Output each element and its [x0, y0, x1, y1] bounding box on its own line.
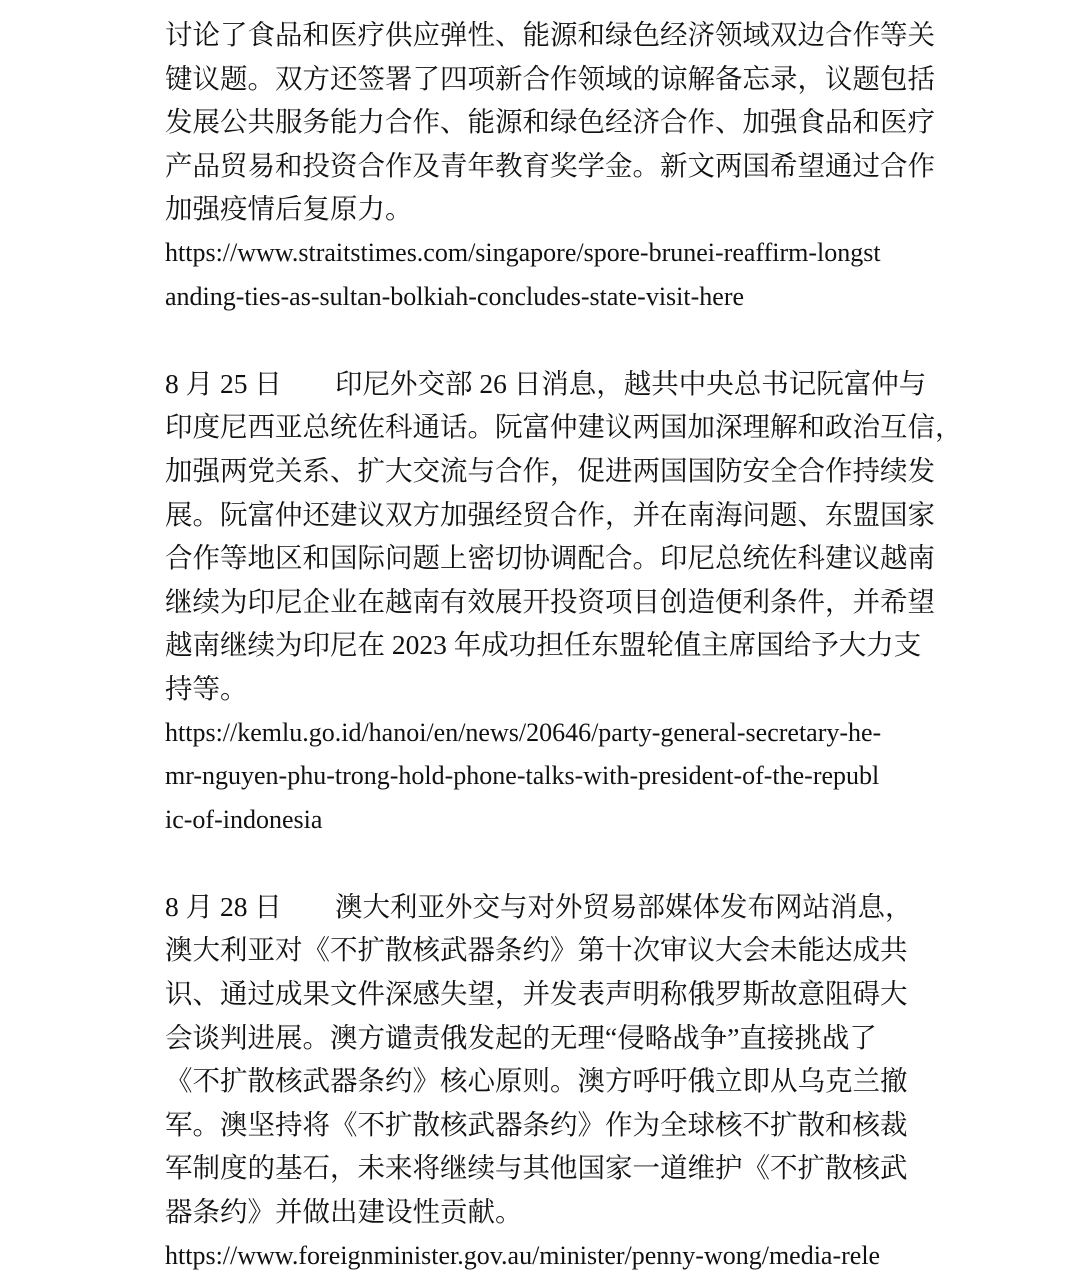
source-url-line[interactable]: ic-of-indonesia — [165, 804, 323, 834]
paragraph-line: 发展公共服务能力合作、能源和绿色经济合作、加强食品和医疗 — [165, 106, 935, 138]
entry-first-line — [165, 362, 925, 406]
paragraph-line: 会谈判进展。澳方谴责俄发起的无理“侵略战争”直接挑战了 — [165, 1021, 877, 1053]
paragraph-line: 展。阮富仲还建议双方加强经贸合作，并在南海问题、东盟国家 — [165, 498, 935, 530]
paragraph-line: 军。澳坚持将《不扩散核武器条约》作为全球核不扩散和核裁 — [165, 1108, 908, 1140]
paragraph-line: 产品贸易和投资合作及青年教育奖学金。新文两国希望通过合作 — [165, 149, 935, 181]
entry-aug-25 — [165, 362, 963, 842]
paragraph-line: 加强两党关系、扩大交流与合作，促进两国国防安全合作持续发 — [165, 454, 935, 486]
paragraph-line: 澳大利亚对《不扩散核武器条约》第十次审议大会未能达成共 — [165, 934, 908, 966]
paragraph-line: 继续为印尼企业在越南有效展开投资项目创造便利条件，并希望 — [165, 585, 935, 617]
spacer — [165, 841, 925, 885]
spacer — [165, 318, 925, 362]
paragraph-line: 器条约》并做出建设性贡献。 — [165, 1196, 523, 1228]
entry-date: 8 月 25 日 — [165, 367, 282, 399]
document-body — [165, 13, 963, 1277]
paragraph-line: 印度尼西亚总统佐科通话。阮富仲建议两国加深理解和政治互信， — [165, 411, 963, 443]
paragraph-line: 军制度的基石，未来将继续与其他国家一道维护《不扩散核武 — [165, 1152, 908, 1184]
paragraph-line: 键议题。双方还签署了四项新合作领域的谅解备忘录，议题包括 — [165, 62, 935, 94]
source-url-line[interactable]: https://www.foreignminister.gov.au/minister/penny-wong/media-rele — [165, 1240, 881, 1270]
entry-text: 澳大利亚外交与对外贸易部媒体发布网站消息， — [335, 890, 913, 922]
source-url-line[interactable]: https://www.straitstimes.com/singapore/spore-brunei-reaffirm-longst — [165, 237, 881, 267]
paragraph-line: 越南继续为印尼在 2023 年成功担任东盟轮值主席国给予大力支 — [165, 629, 922, 661]
paragraph-line: 《不扩散核武器条约》核心原则。澳方呼吁俄立即从乌克兰撤 — [165, 1065, 908, 1097]
source-url-line[interactable]: mr-nguyen-phu-trong-hold-phone-talks-with-president-of-the-republ — [165, 761, 880, 791]
entry-first-line — [165, 885, 925, 929]
paragraph-line: 合作等地区和国际问题上密切协调配合。印尼总统佐科建议越南 — [165, 542, 935, 574]
paragraph-line: 识、通过成果文件深感失望，并发表声明称俄罗斯故意阻碍大 — [165, 978, 908, 1010]
paragraph-line: 讨论了食品和医疗供应弹性、能源和绿色经济领域双边合作等关 — [165, 19, 935, 50]
entry-aug-28 — [165, 885, 925, 1277]
entry-brunei — [165, 13, 935, 318]
entry-text: 印尼外交部 26 日消息，越共中央总书记阮富仲与 — [335, 367, 927, 399]
entry-date: 8 月 28 日 — [165, 890, 282, 922]
source-url-line[interactable]: anding-ties-as-sultan-bolkiah-concludes-state-visit-here — [165, 281, 745, 311]
source-url-line[interactable]: https://kemlu.go.id/hanoi/en/news/20646/party-general-secretary-he- — [165, 717, 882, 747]
paragraph-line: 持等。 — [165, 672, 248, 704]
paragraph-line: 加强疫情后复原力。 — [165, 193, 413, 225]
